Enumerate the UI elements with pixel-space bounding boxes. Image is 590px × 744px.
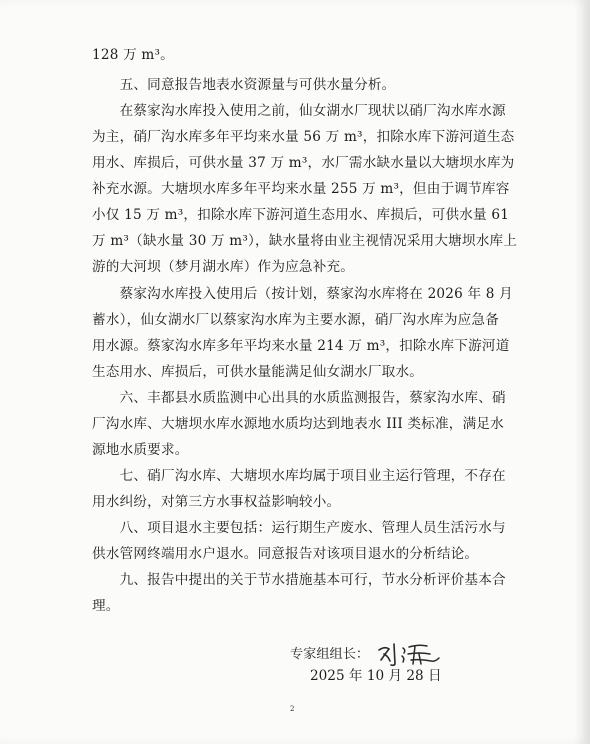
- text-line-4: 为主，硝厂沟水库多年平均来水量 56 万 m³，扣除水库下游河道生态: [92, 129, 515, 145]
- text-line-18: 用水纠纷，对第三方水事权益影响较小。: [92, 494, 341, 510]
- text-line-12: 用水源。蔡家沟水库多年平均来水量 214 万 m³，扣除水库下游河道: [92, 338, 510, 354]
- page-edge-shadow: [574, 0, 590, 744]
- text-line-7: 小仅 15 万 m³，扣除水库下游河道生态用水、库损后，可供水量 61: [92, 207, 510, 223]
- handwritten-signature: [375, 640, 445, 670]
- page-number: 2: [290, 705, 295, 713]
- signature-block: [290, 640, 445, 670]
- text-line-17: 七、硝厂沟水库、大塘坝水库均属于项目业主运行管理，不存在: [92, 468, 506, 484]
- text-line-3: 在蔡家沟水库投入使用之前，仙女湖水厂现状以硝厂沟水库水源: [92, 103, 506, 119]
- text-line-13: 生态用水、库损后，可供水量能满足仙女湖水厂取水。: [92, 364, 424, 380]
- text-line-22: 理。: [92, 598, 120, 614]
- text-line-14: 六、丰都县水质监测中心出具的水质监测报告，蔡家沟水库、硝: [92, 390, 506, 406]
- text-line-6: 补充水源。大塘坝水库多年平均来水量 255 万 m³，但由于调节库容: [92, 181, 510, 197]
- text-line-20: 供水管网终端用水户退水。同意报告对该项目退水的分析结论。: [92, 546, 479, 562]
- text-line-16: 源地水质要求。: [92, 442, 189, 458]
- text-line-19: 八、项目退水主要包括：运行期生产废水、管理人员生活污水与: [92, 520, 506, 536]
- text-line-11: 蓄水），仙女湖水厂以蔡家沟水库为主要水源，硝厂沟水库为应急备: [92, 312, 500, 328]
- text-line-10: 蔡家沟水库投入使用后（按计划，蔡家沟水库将在 2026 年 8 月: [92, 286, 513, 302]
- text-line-8: 万 m³（缺水量 30 万 m³），缺水量将由业主视情况采用大塘坝水库上: [92, 233, 518, 249]
- text-line-21: 九、报告中提出的关于节水措施基本可行，节水分析评价基本合: [92, 572, 506, 588]
- text-line-2: 五、同意报告地表水资源量与可供水量分析。: [92, 77, 396, 93]
- signature-date: 2025 年 10 月 28 日: [310, 668, 442, 684]
- text-line-9: 游的大河坝（梦月湖水库）作为应急补充。: [92, 259, 355, 275]
- signature-label: 专家组组长：: [290, 647, 370, 662]
- text-line-1: 128 万 m³。: [92, 47, 174, 63]
- text-line-5: 用水、库损后，可供水量 37 万 m³，水厂需水缺水量以大塘坝水库为: [92, 155, 515, 171]
- text-line-15: 厂沟水库、大塘坝水库水源地水质均达到地表水 III 类标准，满足水: [92, 416, 504, 432]
